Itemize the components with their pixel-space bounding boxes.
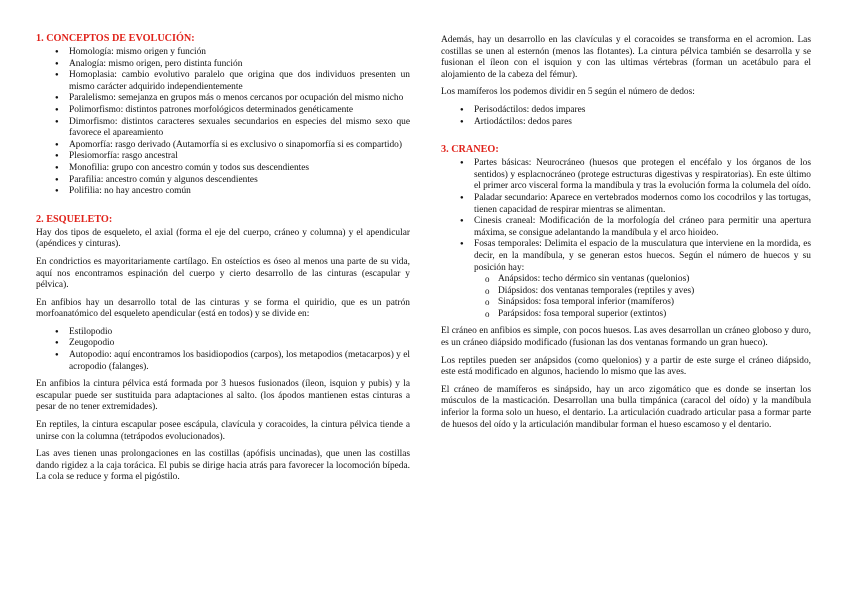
right-column bbox=[441, 35, 811, 437]
list-item: ● Dimorfismo: distintos caracteres sexuales secundarios en especies del mismo sexo que favorece el apareamiento bbox=[69, 117, 410, 140]
list-item: ● Estilopodio bbox=[69, 327, 410, 339]
paragraph: En anfibios la cintura pélvica está formada por 3 huesos fusionados (íleon, isquion y pubis) y la escapular puede ser sustituida para adaptaciones al salto. (los ápodos mantienen estas cinturas a pesar de no tener extremidades). bbox=[36, 379, 410, 413]
list-item: ● Cinesis craneal: Modificación de la morfología del cráneo para permitir una apertura máxima, se consigue adelantando la mandíbula y el arco hioideo. bbox=[474, 216, 811, 239]
list-item: ● Homoplasia: cambio evolutivo paralelo que origina que dos individuos presenten un mismo carácter adquirido independientemente bbox=[69, 70, 410, 93]
paragraph: Los mamíferos los podemos dividir en 5 según el número de dedos: bbox=[441, 87, 695, 98]
quiridio-list bbox=[36, 327, 410, 373]
sublist-item: o Parápsidos: fosa temporal superior (extintos) bbox=[498, 309, 811, 321]
paragraph: Las aves tienen unas prolongaciones en las costillas (apófisis uncinadas), que unen las costillas dando rigidez a la caja torácica. El pubis se dirige hacia atrás para favorecer la locomoción bípeda. La cola se reduce y forma el pigóstilo. bbox=[36, 449, 410, 483]
list-item bbox=[474, 239, 811, 320]
list-item: ● Paralelismo: semejanza en grupos más o menos cercanos por ocupación del mismo nicho bbox=[69, 93, 410, 105]
paragraph: Los reptiles pueden ser anápsidos (como quelonios) y a partir de este surge el cráneo diápsido, este está modificado en algunos, haciendo lo mismo que las aves. bbox=[441, 355, 811, 378]
list-item: ● Homología: mismo origen y función bbox=[69, 47, 410, 59]
paragraph: El cráneo de mamíferos es sinápsido, hay un arco zigomático que es donde se insertan los músculos de la masticación. Desarrollan una bulla timpánica (caracol del oído) y la mandíbula inferior la forma solo un hueso, el dentario. La articulación cuadrado articular pasa a formar parte de huesos del oído y la articulación mandibular forman el hueso escamoso y el dentario. bbox=[441, 384, 811, 430]
conceptos-list bbox=[36, 47, 410, 198]
heading-esqueleto: 2. ESQUELETO: bbox=[36, 213, 113, 225]
sublist-item: o Diápsidos: dos ventanas temporales (reptiles y aves) bbox=[498, 286, 811, 298]
list-item: ● Analogía: mismo origen, pero distinta función bbox=[69, 59, 410, 71]
paragraph: El cráneo en anfibios es simple, con pocos huesos. Las aves desarrollan un cráneo globoso y duro, es un cráneo diápsido modificado (fusionan las dos ventanas formando un gran hueco). bbox=[441, 326, 811, 349]
list-item: ● Paladar secundario: Aparece en vertebrados modernos como los cocodrilos y las tortugas, tienen capacidad de respirar mientras se alimentan. bbox=[474, 193, 811, 216]
list-item: ● Perisodáctilos: dedos impares bbox=[474, 105, 811, 117]
paragraph: En anfibios hay un desarrollo total de las cinturas y se forma el quiridio, que es un patrón morfoanatómico del esqueleto apendicular (está en todos) y se divide en: bbox=[36, 297, 410, 320]
list-item: ● Artiodáctilos: dedos pares bbox=[474, 117, 811, 129]
sublist-item: o Sinápsidos: fosa temporal inferior (mamíferos) bbox=[498, 297, 811, 309]
dedos-list bbox=[441, 105, 811, 128]
list-item: ● Autopodio: aquí encontramos los basidiopodios (carpos), los metapodios (metacarpos) y el acropodio (falanges). bbox=[69, 350, 410, 373]
list-item: ● Apomorfía: rasgo derivado (Autamorfía si es exclusivo o sinapomorfía si es compartido) bbox=[69, 140, 410, 152]
list-item: ● Polifilia: no hay ancestro común bbox=[69, 186, 410, 198]
fosas-temporales-text: Fosas temporales: Delimita el espacio de la musculatura que interviene en la mordida, es decir, en la mandíbula, y se generan estos huecos. Según el número de huecos y su posición hay: bbox=[474, 239, 811, 273]
list-item: ● Zeugopodio bbox=[69, 338, 410, 350]
left-column bbox=[36, 33, 410, 490]
list-item: ● Polimorfismo: distintos patrones morfológicos determinados genéticamente bbox=[69, 105, 410, 117]
list-item: ● Partes básicas: Neurocráneo (huesos que protegen el encéfalo y los órganos de los sentidos) y esplacnocráneo (protege estructuras digestivas y respiratorias). En este último el primer arco visceral forma la mandíbula y tras la evolución forma la columela del oído. bbox=[474, 158, 811, 193]
craneo-list bbox=[441, 158, 811, 320]
list-item: ● Parafilia: ancestro común y algunos descendientes bbox=[69, 175, 410, 187]
heading-conceptos-evolucion: 1. CONCEPTOS DE EVOLUCIÓN: bbox=[36, 33, 195, 44]
list-item: ● Monofilia: grupo con ancestro común y todos sus descendientes bbox=[69, 163, 410, 175]
heading-craneo: 3. CRANEO: bbox=[441, 144, 499, 156]
list-item: ● Plesiomorfía: rasgo ancestral bbox=[69, 151, 410, 163]
paragraph: Además, hay un desarrollo en las clavículas y el coracoides se transforma en el acromion. Las costillas se unen al esternón (menos las flotantes). La cintura pélvica también se desarrolla y se fusionan el íleon con el isquion y con las ultimas vértebras (forman un acetábulo para el alojamiento de la cabeza del fémur). bbox=[441, 35, 811, 80]
fosas-sublist bbox=[474, 274, 811, 320]
paragraph: En reptiles, la cintura escapular posee escápula, clavícula y coracoides, la cintura pélvica tiende a unirse con la columna (tetrápodos evolucionados). bbox=[36, 420, 410, 442]
paragraph: Hay dos tipos de esqueleto, el axial (forma el eje del cuerpo, cráneo y columna) y el apendicular (apéndices y cinturas). bbox=[36, 227, 410, 250]
paragraph: En condrictios es mayoritariamente cartílago. En osteíctios es óseo al menos una parte de su vida, aquí nos encontramos espinación del cuerpo y cierto desarrollo de las cinturas (escapular y pélvica). bbox=[36, 256, 410, 291]
sublist-item: o Anápsidos: techo dérmico sin ventanas (quelonios) bbox=[498, 274, 811, 286]
